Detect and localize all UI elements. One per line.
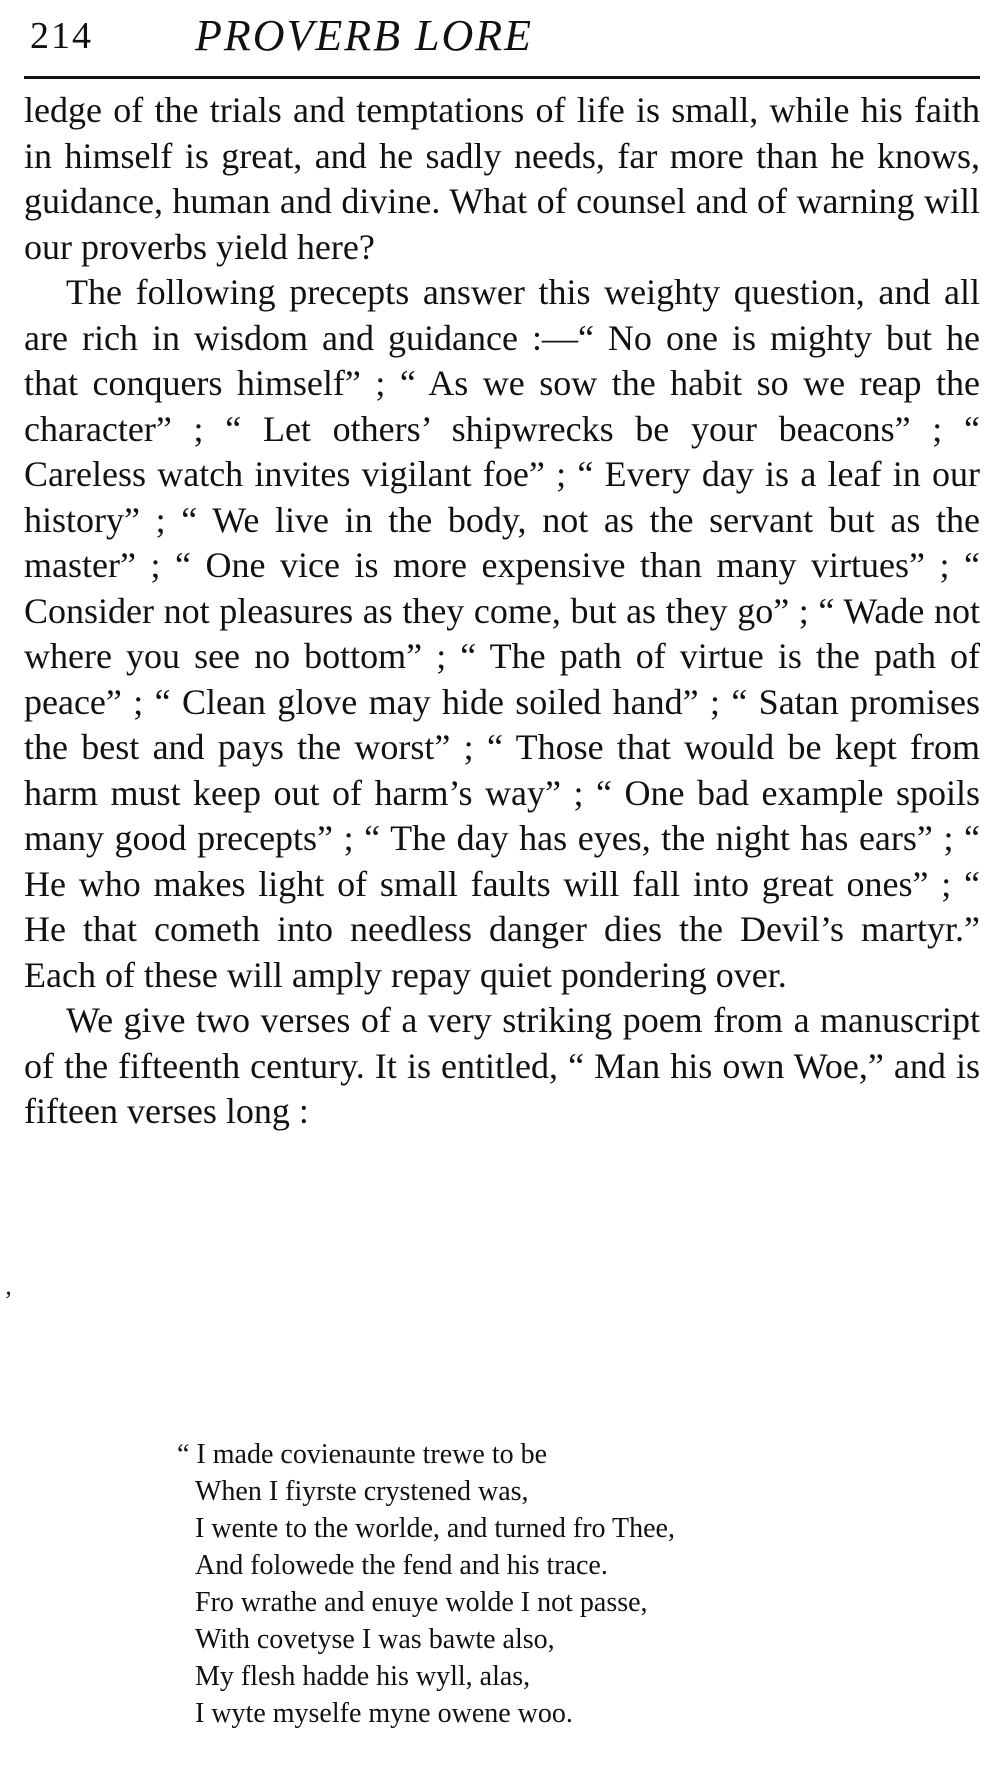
page-number: 214 [30, 15, 93, 57]
verse-line-2: When I fiyrste crystened was, [195, 1476, 529, 1507]
verse-line-7: My flesh hadde his wyll, alas, [195, 1661, 531, 1692]
header-rule [24, 76, 980, 79]
verse-block [177, 1436, 895, 1732]
margin-mark: ’ [4, 1286, 13, 1315]
verse-line-1: “ I made covienaunte trewe to be [177, 1439, 548, 1470]
verse-line-6: With covetyse I was bawte also, [195, 1624, 555, 1655]
page-header [24, 2, 980, 78]
body-text [24, 88, 980, 1135]
verse-line-5: Fro wrathe and enuye wolde I not passe, [195, 1587, 648, 1618]
verse-line-8: I wyte myselfe myne owene woo. [195, 1698, 573, 1729]
paragraph-3: We give two verses of a very striking poem from a manuscript of the fifteenth century. It is entitled, “ Man his own Woe,” and is fifteen verses long : [24, 1000, 980, 1131]
paragraph-1: ledge of the trials and temptations of life is small, while his faith in himself is great, and he sadly needs, far more than he knows, guidance, human and divine. What of counsel and of warning will our proverbs yield here? [24, 90, 980, 267]
running-title: PROVERB LORE [194, 11, 534, 60]
verse-line-3: I wente to the worlde, and turned fro Thee, [195, 1513, 675, 1544]
paragraph-2: The following precepts answer this weighty question, and all are rich in wisdom and guidance :—“ No one is mighty but he that conquers himself” ; “ As we sow the habit so we reap the character” ; “ Let others’ shipwrecks be your beacons” ; “ Careless watch invites vigilant foe” ; “ Every day is a leaf in our history” ; “ We live in the body, not as the servant but as the master” ; “ One vice is more expensive than many virtues” ; “ Consider not pleasures as they come, but as they go” ; “ Wade not where you see no bottom” ; “ The path of virtue is the path of peace” ; “ Clean glove may hide soiled hand” ; “ Satan promises the best and pays the worst” ; “ Those that would be kept from harm must keep out of harm’s way” ; “ One bad example spoils many good precepts” ; “ The day has eyes, the night has ears” ; “ He who makes light of small faults will fall into great ones” ; “ He that cometh into needless danger dies the Devil’s martyr.” Each of these will amply repay quiet pondering over. [24, 272, 980, 995]
verse-line-4: And folowede the fend and his trace. [195, 1550, 608, 1581]
